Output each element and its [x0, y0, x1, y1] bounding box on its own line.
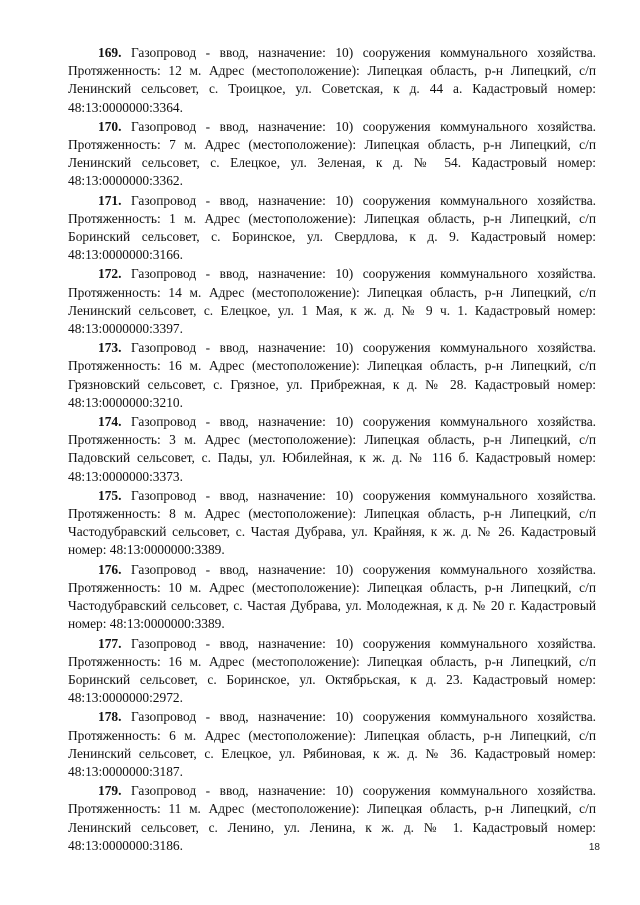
entry-text: Газопровод - ввод, назначение: 10) сооружения коммунального хозяйства. Протяженность: 6 м. Адрес (местоположение): Липецкая область, р-н Липецкий, с/п Ленинский сельсовет, с. Елецкое, ул. Рябиновая, к ж. д. № 36. Кадастровый номер: 48:13:0000000:3187. [68, 709, 596, 779]
entry-number: 179. [98, 783, 122, 799]
entry-176 [68, 561, 596, 634]
entry-173 [68, 339, 596, 412]
entry-178 [68, 708, 596, 781]
entry-text: Газопровод - ввод, назначение: 10) сооружения коммунального хозяйства. Протяженность: 1 м. Адрес (местоположение): Липецкая область, р-н Липецкий, с/п Боринский сельсовет, с. Боринское, ул. Свердлова, к д. 9. Кадастровый номер: 48:13:0000000:3166. [68, 192, 596, 263]
entry-text: Газопровод - ввод, назначение: 10) сооружения коммунального хозяйства. Протяженность: 8 м. Адрес (местоположение): Липецкая область, р-н Липецкий, с/п Частодубравский сельсовет, с. Частая Дубрава, ул. Крайняя, к ж. д. № 26. Кадастровый номер: 48:13:0000000:3389. [68, 487, 596, 558]
entry-number: 171. [98, 192, 122, 208]
entry-text: Газопровод - ввод, назначение: 10) сооружения коммунального хозяйства. Протяженность: 16 м. Адрес (местоположение): Липецкая область, р-н Липецкий, с/п Грязновский сельсовет, с. Грязное, ул. Прибрежная, к д. № 28. Кадастровый номер: 48:13:0000000:3210. [68, 340, 596, 410]
entry-number: 169. [98, 45, 122, 60]
entry-number: 178. [98, 709, 122, 725]
entry-text: Газопровод - ввод, назначение: 10) сооружения коммунального хозяйства. Протяженность: 7 м. Адрес (местоположение): Липецкая область, р-н Липецкий, с/п Ленинский сельсовет, с. Елецкое, ул. Зеленая, к д. № 54. Кадастровый номер: 48:13:0000000:3362. [68, 118, 596, 189]
page-number: 18 [588, 842, 600, 853]
entry-177 [68, 635, 596, 708]
entry-text: Газопровод - ввод, назначение: 10) сооружения коммунального хозяйства. Протяженность: 3 м. Адрес (местоположение): Липецкая область, р-н Липецкий, с/п Падовский сельсовет, с. Пады, ул. Юбилейная, к ж. д. № 116 б. Кадастровый номер: 48:13:0000000:3373. [68, 414, 596, 484]
entry-text: Газопровод - ввод, назначение: 10) сооружения коммунального хозяйства. Протяженность: 11 м. Адрес (местоположение): Липецкая область, р-н Липецкий, с/п Ленинский сельсовет, с. Ленино, ул. Ленина, к ж. д. № 1. Кадастровый номер: 48:13:0000000:3186. [68, 783, 596, 853]
entry-172 [68, 265, 596, 338]
entry-171 [68, 192, 596, 265]
entry-text: Газопровод - ввод, назначение: 10) сооружения коммунального хозяйства. Протяженность: 10 м. Адрес (местоположение): Липецкая область, р-н Липецкий, с/п Частодубравский сельсовет, с. Частая Дубрава, ул. Молодежная, к д. № 20 г. Кадастровый номер: 48:13:0000000:3389. [68, 561, 596, 632]
entry-170 [68, 118, 596, 191]
entry-number: 173. [98, 340, 122, 356]
entry-174 [68, 413, 596, 486]
entry-number: 177. [98, 635, 122, 651]
entry-number: 174. [98, 414, 122, 430]
entry-text: Газопровод - ввод, назначение: 10) сооружения коммунального хозяйства. Протяженность: 12 м. Адрес (местоположение): Липецкая область, р-н Липецкий, с/п Ленинский сельсовет, с. Троицкое, ул. Советская, к д. 44 а. Кадастровый номер: 48:13:0000000:3364. [68, 45, 596, 115]
entry-text: Газопровод - ввод, назначение: 10) сооружения коммунального хозяйства. Протяженность: 16 м. Адрес (местоположение): Липецкая область, р-н Липецкий, с/п Боринский сельсовет, с. Боринское, ул. Октябрьская, к д. 23. Кадастровый номер: 48:13:0000000:2972. [68, 635, 596, 706]
entry-175 [68, 487, 596, 560]
entry-number: 175. [98, 487, 122, 503]
entry-169 [68, 44, 596, 117]
entry-179 [68, 782, 596, 855]
entry-number: 176. [98, 561, 122, 577]
entry-number: 170. [98, 118, 122, 134]
document-body [68, 44, 596, 855]
entry-text: Газопровод - ввод, назначение: 10) сооружения коммунального хозяйства. Протяженность: 14 м. Адрес (местоположение): Липецкая область, р-н Липецкий, с/п Ленинский сельсовет, с. Елецкое, ул. 1 Мая, к ж. д. № 9 ч. 1. Кадастровый номер: 48:13:0000000:3397. [68, 266, 596, 337]
entry-number: 172. [98, 266, 122, 282]
